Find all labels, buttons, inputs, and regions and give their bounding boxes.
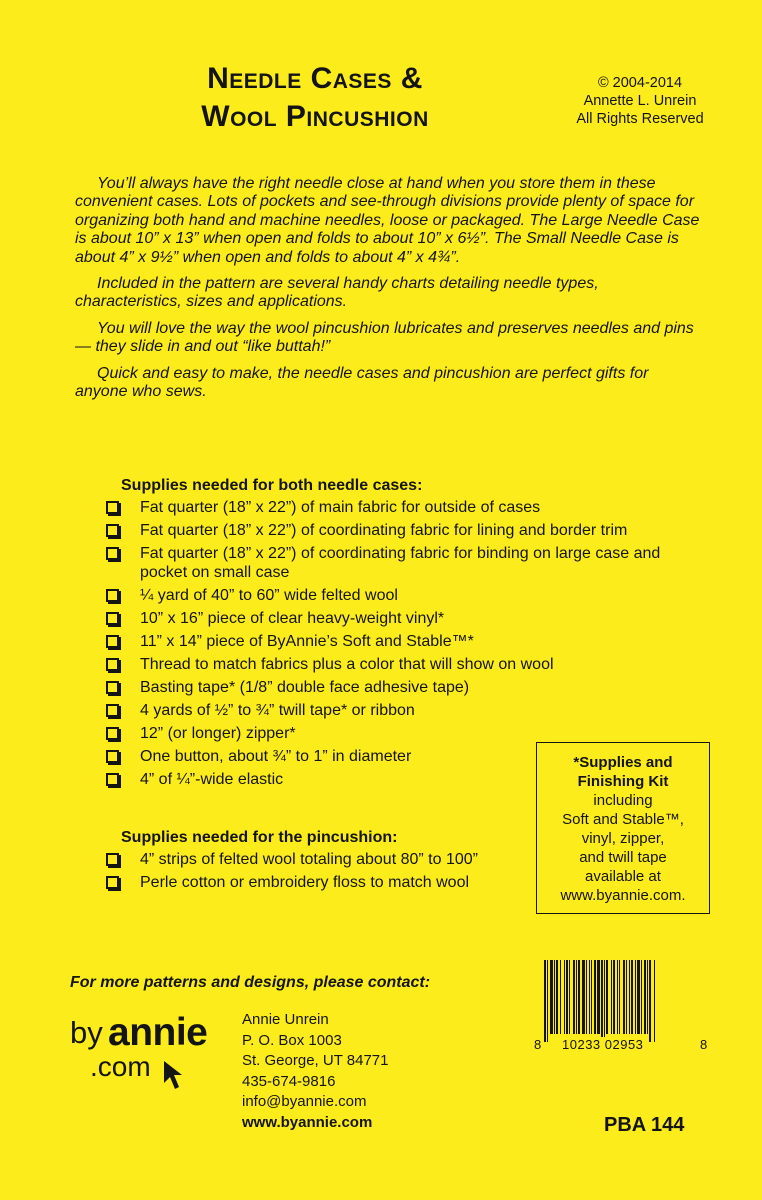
supply-item-text: Basting tape* (1/8” double face adhesive tape) — [140, 679, 470, 696]
kit-title-line-2: Finishing Kit — [577, 773, 669, 790]
supply-item — [106, 632, 706, 651]
contact-city: St. George, UT 84771 — [242, 1052, 389, 1069]
kit-line: www.byannie.com. — [560, 887, 686, 904]
supply-item-text: 10” x 16” piece of clear heavy-weight vinyl* — [140, 610, 445, 627]
checkbox-icon — [106, 524, 119, 537]
supply-item-text: Fat quarter (18” x 22”) of coordinating fabric for lining and border trim — [140, 522, 628, 539]
barcode-bar — [617, 960, 618, 1034]
barcode-bar — [547, 960, 548, 1042]
supply-item — [106, 655, 706, 674]
barcode-bar — [544, 960, 546, 1042]
copyright-author: Annette L. Unrein — [583, 93, 697, 109]
checkbox-icon — [106, 853, 119, 866]
supplies-pincushion-heading: Supplies needed for the pincushion: — [121, 829, 398, 846]
upc-barcode — [530, 956, 714, 1056]
supply-item — [106, 724, 706, 743]
barcode-bar — [635, 960, 636, 1034]
checkbox-icon — [106, 635, 119, 648]
kit-line: available at — [585, 868, 661, 885]
supply-item-text: 11” x 14” piece of ByAnnie’s Soft and Stable™* — [140, 633, 474, 650]
cursor-arrow-icon — [162, 1059, 188, 1091]
supply-item-text: 4” strips of felted wool totaling about 80” to 100” — [140, 851, 478, 868]
checkbox-icon — [106, 589, 119, 602]
supply-item — [106, 521, 706, 540]
barcode-bar — [586, 960, 587, 1034]
checkbox-icon — [106, 547, 119, 560]
barcode-bar — [629, 960, 630, 1034]
barcode-bar — [556, 960, 558, 1034]
logo-annie-text: annie — [108, 1011, 208, 1054]
intro-paragraph: You’ll always have the right needle close at hand when you store them in these convenient cases. Lots of pockets and see-through divisions provide plenty of space for organizing both hand and machine needles, loose or packaged. The Large Needle Case is about 10” x 13” when open and folds to about 10” x 6½”. The Small Needle Case is about 4” x 9½” when open and folds to about 4” x 4¾”. — [75, 175, 700, 266]
barcode-bar — [573, 960, 575, 1034]
supply-item-text: ¼ yard of 40” to 60” wide felted wool — [140, 587, 398, 604]
supply-item-text: Perle cotton or embroidery floss to match wool — [140, 874, 470, 891]
kit-line: Soft and Stable™, — [562, 811, 684, 828]
byannie-logo — [70, 1011, 210, 1095]
barcode-bar — [611, 960, 612, 1034]
contact-heading: For more patterns and designs, please contact: — [70, 974, 431, 991]
copyright-notice — [560, 74, 720, 128]
barcode-digit-right: 8 — [700, 1037, 708, 1052]
supply-item — [106, 498, 706, 517]
supply-item — [106, 544, 706, 582]
checkbox-icon — [106, 876, 119, 889]
supply-item — [106, 701, 706, 720]
barcode-bar — [649, 960, 651, 1042]
logo-by-text: by — [70, 1015, 103, 1050]
barcode-bar — [641, 960, 642, 1034]
barcode-bar — [582, 960, 585, 1034]
supply-item-text: Fat quarter (18” x 22”) of coordinating fabric for binding on large case and pocket on small case — [140, 545, 661, 581]
intro-text — [75, 175, 700, 409]
barcode-bar — [550, 960, 553, 1034]
intro-paragraph: Included in the pattern are several handy charts detailing needle types, characteristics, sizes and applications. — [75, 275, 599, 311]
checkbox-icon — [106, 681, 119, 694]
title-line-2: Wool Pincushion — [201, 100, 429, 133]
title-line-1: Needle Cases & — [207, 62, 423, 95]
intro-paragraph: You will love the way the wool pincushion lubricates and preserves needles and pins — they slide in and out “like buttah!” — [75, 319, 694, 356]
contact-name: Annie Unrein — [242, 1011, 329, 1028]
kit-line: including — [593, 792, 653, 809]
barcode-bar — [576, 960, 577, 1034]
kit-info-box — [536, 742, 710, 914]
supply-item-text: 4” of ¼”-wide elastic — [140, 771, 284, 788]
barcode-bar — [566, 960, 568, 1034]
checkbox-icon — [106, 727, 119, 740]
barcode-digits-middle: 10233 02953 — [562, 1037, 644, 1052]
barcode-bar — [631, 960, 633, 1034]
barcode-bar — [594, 960, 596, 1034]
page-title — [120, 60, 510, 136]
logo-com-text: .com — [90, 1051, 151, 1082]
barcode-bar — [606, 960, 608, 1034]
barcode-bar — [619, 960, 620, 1034]
kit-line: and twill tape — [579, 849, 667, 866]
supply-item — [106, 678, 706, 697]
barcode-bar — [601, 960, 603, 1042]
supply-item-text: 4 yards of ½” to ¾” twill tape* or ribbon — [140, 702, 415, 719]
contact-email[interactable]: info@byannie.com — [242, 1093, 367, 1110]
barcode-bars — [530, 956, 714, 1044]
supply-item — [106, 609, 706, 628]
barcode-bar — [578, 960, 580, 1034]
contact-pobox: P. O. Box 1003 — [242, 1031, 342, 1049]
contact-website[interactable]: www.byannie.com — [242, 1113, 373, 1131]
supply-item-text: One button, about ¾” to 1” in diameter — [140, 748, 412, 765]
barcode-bar — [597, 960, 600, 1034]
supply-item-text: 12” (or longer) zipper* — [140, 725, 296, 742]
barcode-bar — [654, 960, 655, 1042]
supply-item-text: Fat quarter (18” x 22”) of main fabric for outside of cases — [140, 499, 541, 516]
barcode-bar — [626, 960, 627, 1034]
barcode-bar — [569, 960, 570, 1034]
product-code: PBA 144 — [604, 1114, 685, 1136]
barcode-digit-left: 8 — [534, 1037, 542, 1052]
barcode-bar — [623, 960, 625, 1034]
copyright-rights: All Rights Reserved — [576, 111, 704, 127]
barcode-bar — [613, 960, 615, 1034]
checkbox-icon — [106, 750, 119, 763]
supply-item-text: Thread to match fabrics plus a color that will show on wool — [140, 656, 554, 673]
barcode-bar — [589, 960, 590, 1034]
kit-title-line-1: *Supplies and — [573, 754, 673, 771]
barcode-bar — [560, 960, 561, 1034]
checkbox-icon — [106, 773, 119, 786]
barcode-bar — [604, 960, 605, 1042]
contact-address — [242, 1010, 388, 1133]
barcode-bar — [591, 960, 592, 1034]
intro-paragraph: Quick and easy to make, the needle cases and pincushion are perfect gifts for anyone who sews. — [75, 364, 649, 401]
barcode-bar — [644, 960, 646, 1034]
supply-item — [106, 586, 706, 605]
checkbox-icon — [106, 658, 119, 671]
barcode-bar — [637, 960, 640, 1034]
contact-phone: 435-674-9816 — [242, 1072, 336, 1090]
barcode-bar — [564, 960, 565, 1034]
checkbox-icon — [106, 501, 119, 514]
checkbox-icon — [106, 612, 119, 625]
barcode-bar — [647, 960, 648, 1034]
copyright-years: © 2004-2014 — [597, 75, 683, 91]
barcode-bar — [554, 960, 555, 1034]
kit-line: vinyl, zipper, — [581, 830, 665, 847]
supplies-needle-cases-heading: Supplies needed for both needle cases: — [121, 477, 423, 494]
checkbox-icon — [106, 704, 119, 717]
